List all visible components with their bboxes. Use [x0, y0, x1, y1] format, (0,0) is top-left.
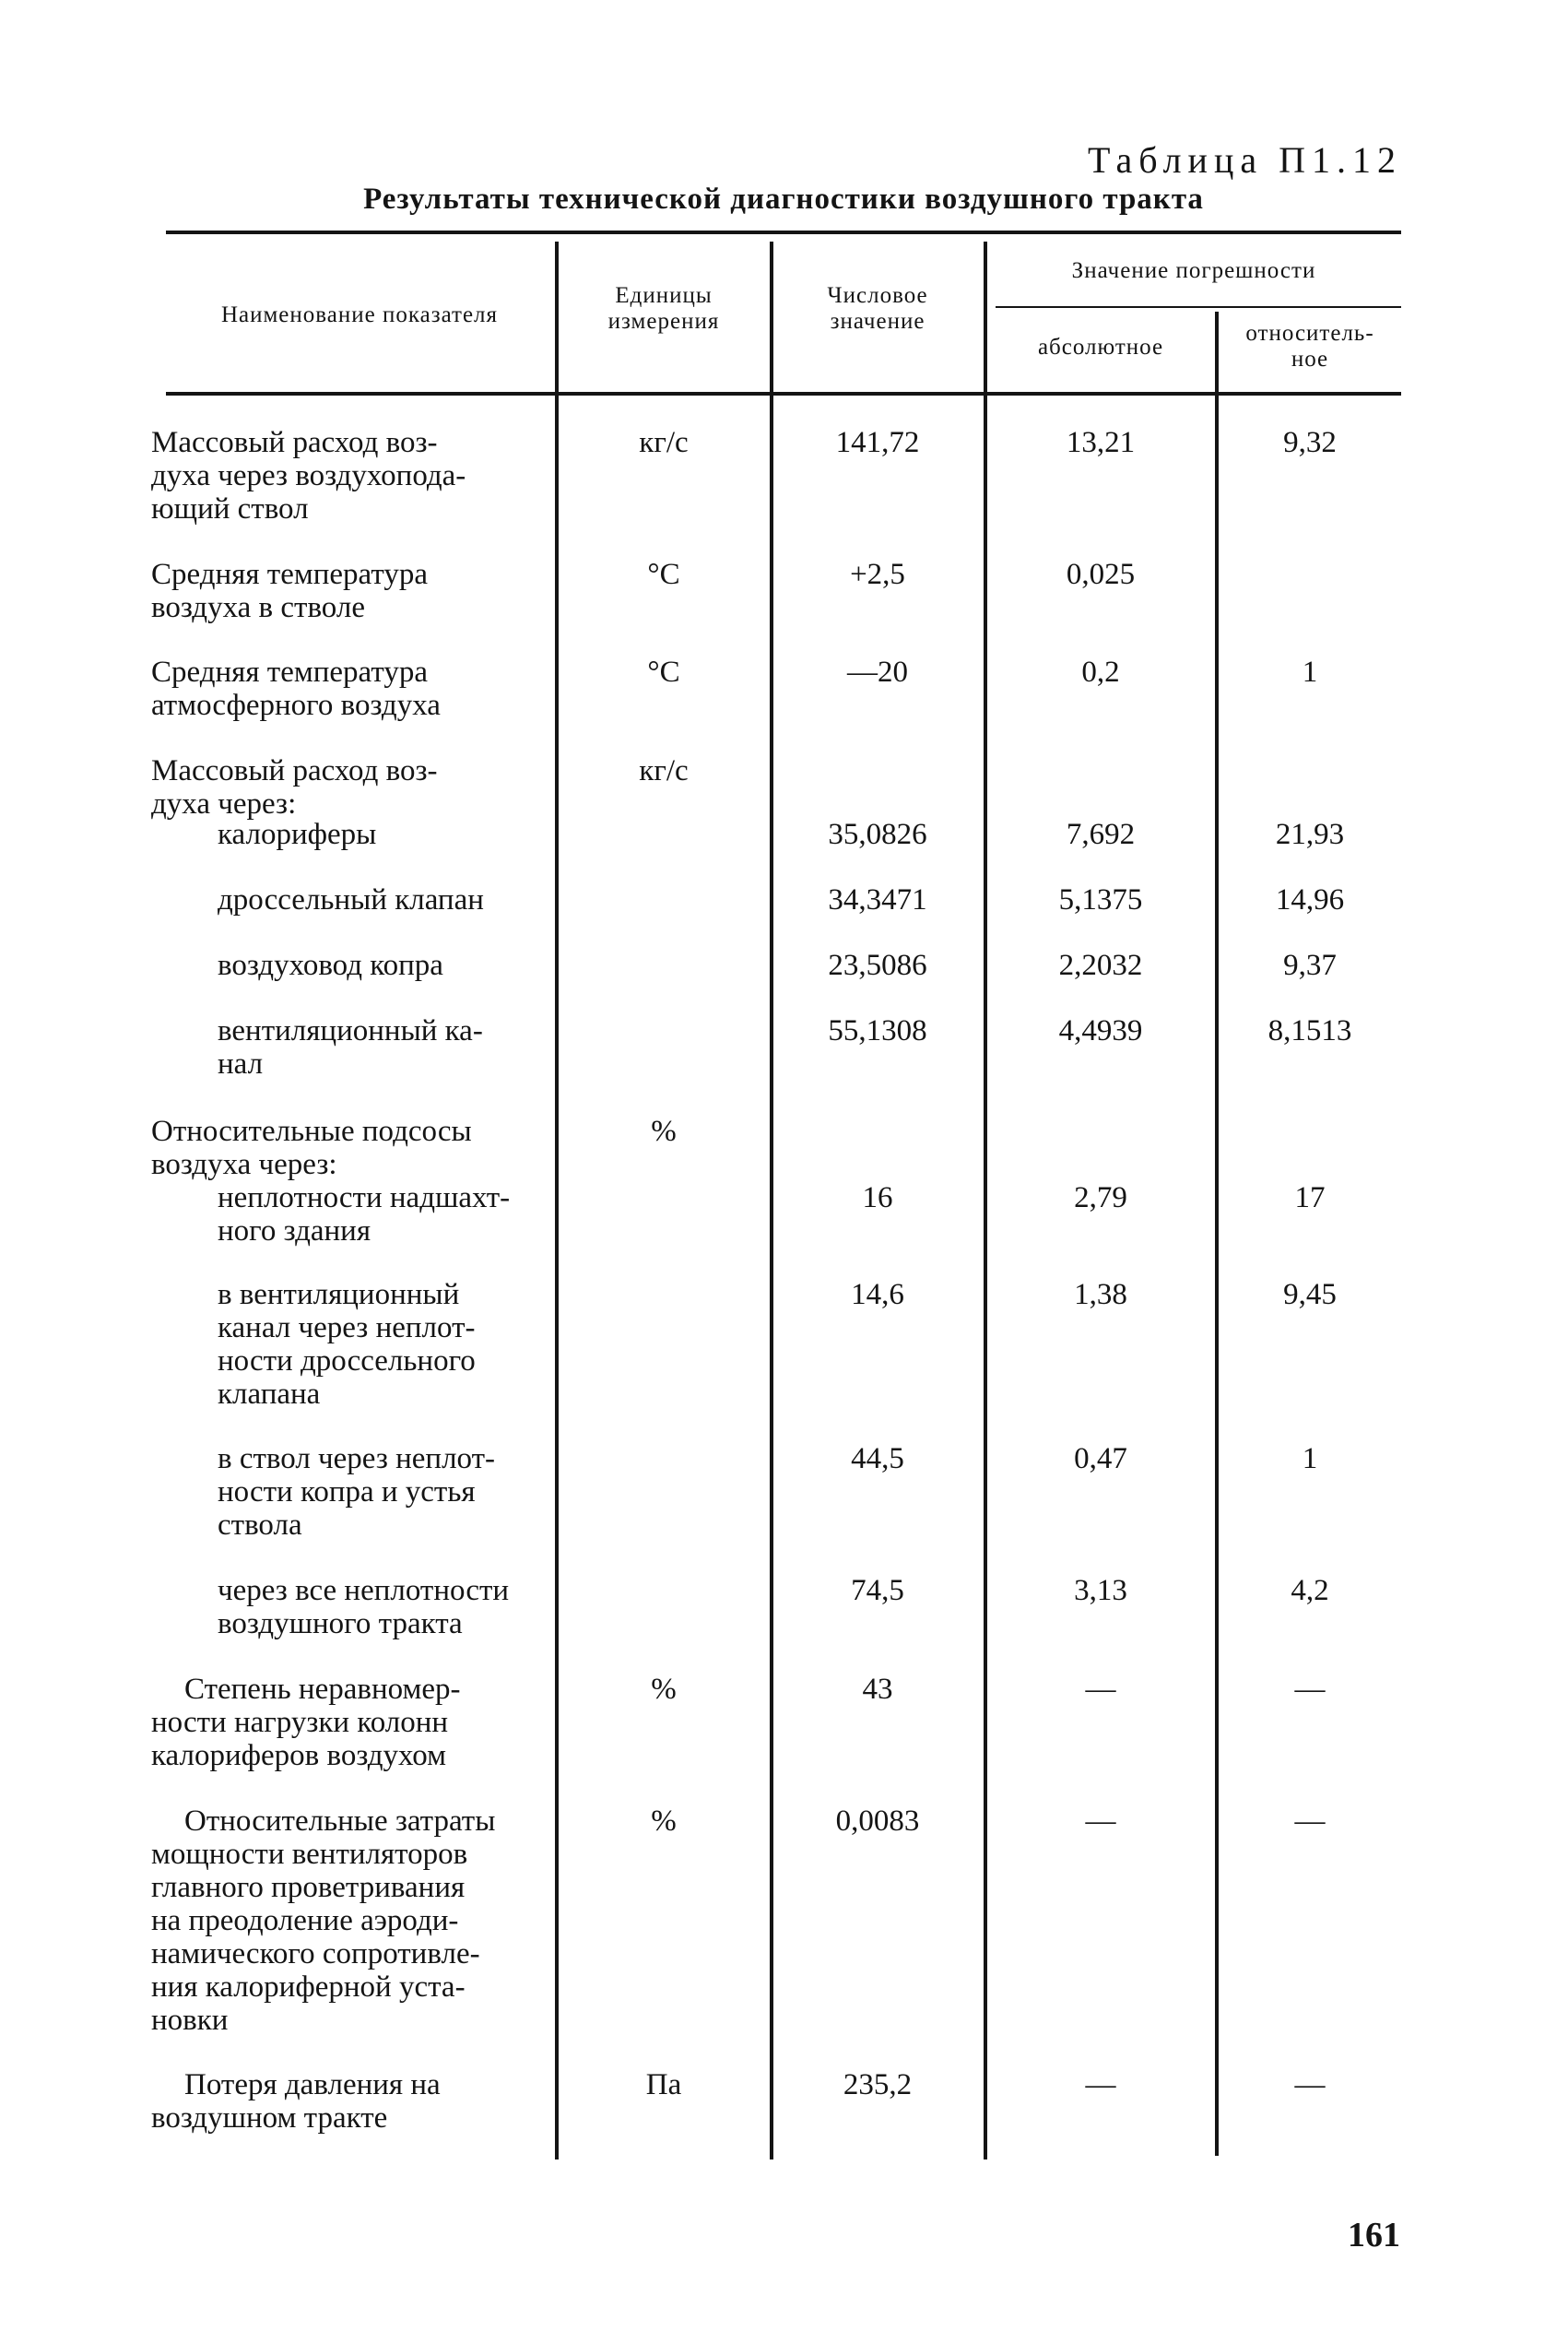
header-value: Числовое значение: [827, 283, 928, 334]
row-rel-error: 14,96: [1275, 883, 1345, 917]
row-unit: °С: [647, 656, 680, 689]
row-abs-error: 1,38: [1074, 1278, 1127, 1311]
row-value: +2,5: [850, 558, 905, 591]
row-name: неплотности надшахт- ного здания: [218, 1181, 511, 1248]
row-name: Массовый расход воз- духа через воздухопода- ющий ствол: [151, 426, 466, 526]
row-abs-error: 0,2: [1081, 656, 1120, 689]
row-abs-error: 2,2032: [1058, 949, 1143, 982]
row-unit: Па: [645, 2068, 682, 2101]
row-rel-error: —: [1294, 1673, 1326, 1706]
row-name: Степень неравномер- ности нагрузки колонн калориферов воздухом: [151, 1673, 461, 1772]
row-abs-error: 2,79: [1074, 1181, 1127, 1214]
table-title: Результаты технической диагностики воздушного тракта: [363, 183, 1204, 216]
header-unit: Единицы измерения: [607, 283, 720, 334]
row-abs-error: 7,692: [1066, 818, 1136, 851]
row-name: в вентиляционный канал через неплот- ности дроссельного клапана: [218, 1278, 476, 1411]
row-value: 0,0083: [835, 1804, 920, 1838]
row-rel-error: 9,32: [1283, 426, 1337, 459]
row-value: —20: [847, 656, 908, 689]
row-name: Средняя температура воздуха в стволе: [151, 558, 428, 624]
row-name: калориферы: [218, 818, 377, 851]
row-rel-error: 21,93: [1275, 818, 1345, 851]
table-caption-label: Таблица П1.12: [1088, 139, 1402, 181]
row-unit: %: [651, 1115, 677, 1148]
row-name: в ствол через неплот- ности копра и устья ствола: [218, 1442, 496, 1542]
header-error-absolute: абсолютное: [1037, 335, 1164, 360]
row-value: 23,5086: [828, 949, 927, 982]
row-rel-error: 9,37: [1283, 949, 1337, 982]
row-value: 43: [862, 1673, 893, 1706]
page-number: 161: [1348, 2216, 1400, 2254]
row-abs-error: 4,4939: [1058, 1014, 1143, 1047]
row-rel-error: 17: [1294, 1181, 1326, 1214]
row-abs-error: 13,21: [1066, 426, 1136, 459]
row-value: 141,72: [835, 426, 920, 459]
row-value: 74,5: [851, 1574, 904, 1607]
row-name: Средняя температура атмосферного воздуха: [151, 656, 441, 722]
row-name: Массовый расход воз- духа через:: [151, 754, 438, 821]
row-name: Относительные подсосы воздуха через:: [151, 1115, 472, 1181]
header-name: Наименование показателя: [220, 302, 499, 327]
row-value: 34,3471: [828, 883, 927, 917]
header-error: Значение погрешности: [1071, 258, 1316, 283]
row-abs-error: —: [1085, 1804, 1116, 1838]
row-rel-error: 9,45: [1283, 1278, 1337, 1311]
row-abs-error: —: [1085, 2068, 1116, 2101]
row-abs-error: 0,025: [1066, 558, 1136, 591]
row-abs-error: 0,47: [1074, 1442, 1127, 1475]
row-unit: кг/с: [639, 754, 689, 787]
row-abs-error: 5,1375: [1058, 883, 1143, 917]
row-value: 35,0826: [828, 818, 927, 851]
row-name: воздуховод копра: [218, 949, 443, 982]
header-error-relative: относитель- ное: [1245, 321, 1374, 372]
row-unit: °С: [647, 558, 680, 591]
row-value: 55,1308: [828, 1014, 927, 1047]
row-name: Потеря давления на воздушном тракте: [151, 2068, 441, 2135]
row-value: 16: [862, 1181, 893, 1214]
row-value: 235,2: [843, 2068, 913, 2101]
row-abs-error: —: [1085, 1673, 1116, 1706]
row-rel-error: 1: [1302, 1442, 1318, 1475]
row-unit: %: [651, 1673, 677, 1706]
row-unit: %: [651, 1804, 677, 1838]
row-value: 44,5: [851, 1442, 904, 1475]
row-rel-error: 8,1513: [1267, 1014, 1352, 1047]
row-rel-error: 1: [1302, 656, 1318, 689]
row-rel-error: —: [1294, 2068, 1326, 2101]
row-name: дроссельный клапан: [218, 883, 484, 917]
row-unit: кг/с: [639, 426, 689, 459]
row-value: 14,6: [851, 1278, 904, 1311]
row-rel-error: 4,2: [1291, 1574, 1329, 1607]
row-abs-error: 3,13: [1074, 1574, 1127, 1607]
row-name: через все неплотности воздушного тракта: [218, 1574, 510, 1640]
row-name: Относительные затраты мощности вентиляторов главного проветривания на преодоление аэроди- намического сопротивле- ния калориферной уста- новки: [151, 1804, 496, 2037]
row-name: вентиляционный ка- нал: [218, 1014, 483, 1081]
row-rel-error: —: [1294, 1804, 1326, 1838]
